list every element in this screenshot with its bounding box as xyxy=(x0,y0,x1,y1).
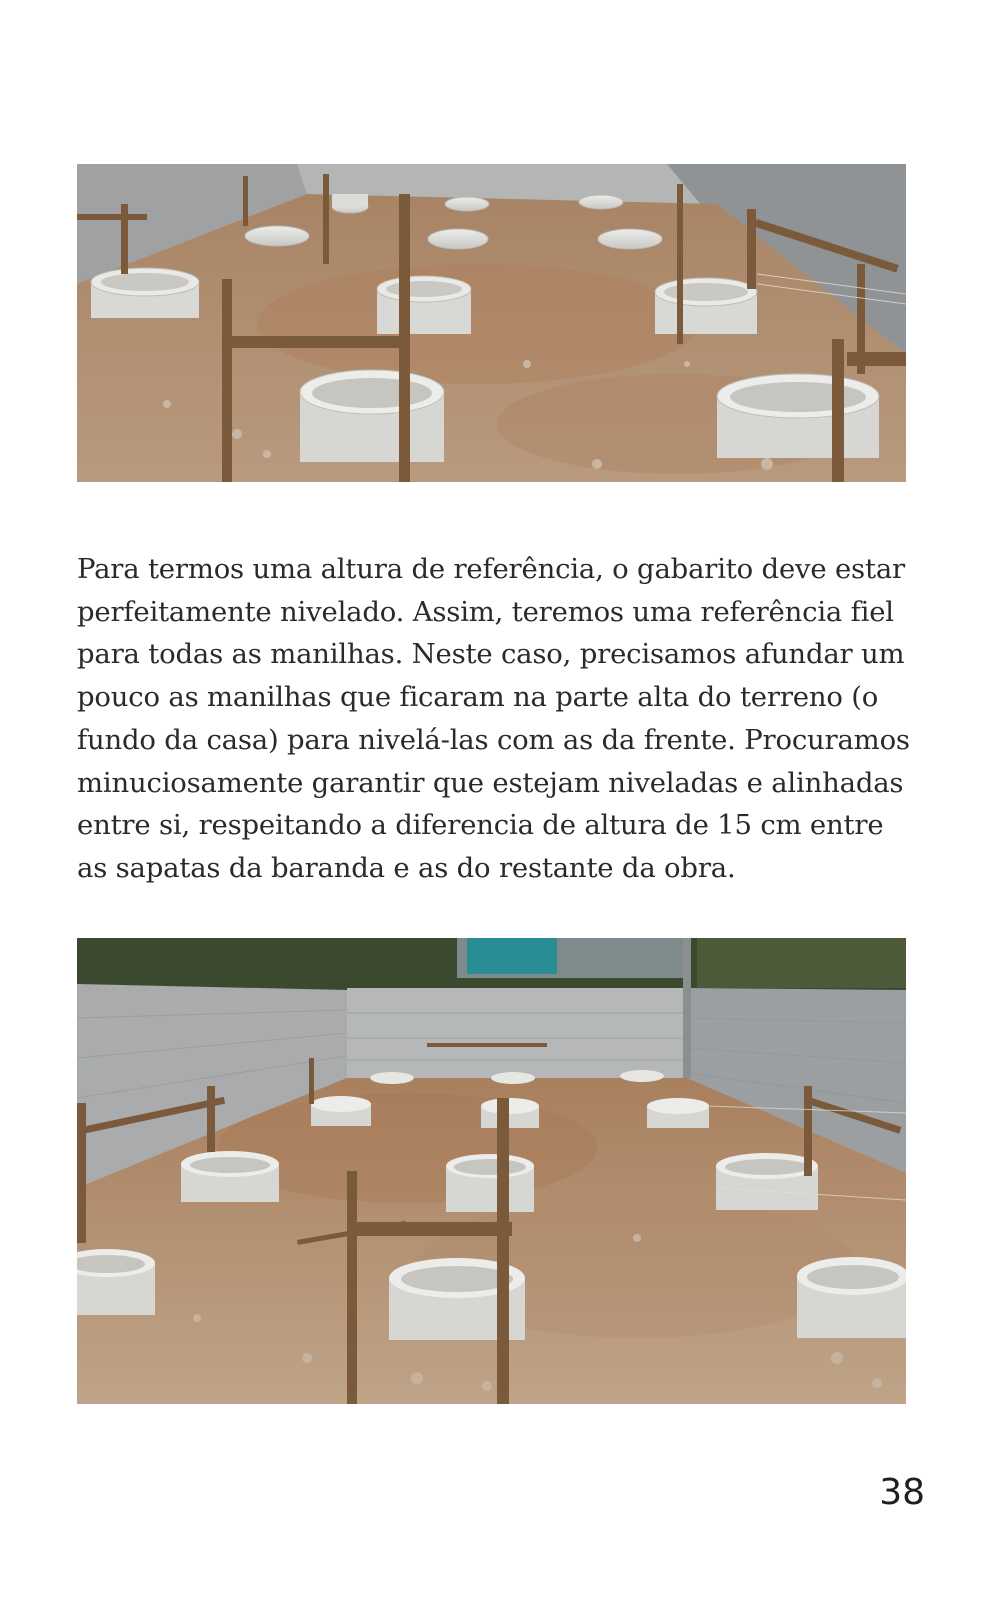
construction-photo-bottom xyxy=(77,938,906,1404)
paragraph-line: perfeitamente nivelado. Assim, teremos uma referência fiel xyxy=(77,595,894,628)
body-paragraph xyxy=(77,548,917,890)
paragraph-line: entre si, respeitando a diferencia de altura de 15 cm entre xyxy=(77,809,884,842)
paragraph-line: pouco as manilhas que ficaram na parte alta do terreno (o xyxy=(77,681,879,714)
paragraph-line: Para termos uma altura de referência, o gabarito deve estar xyxy=(77,553,905,585)
construction-photo-top xyxy=(77,164,906,482)
paragraph-line: fundo da casa) para nivelá-las com as da frente. Procuramos xyxy=(77,723,910,756)
page-number: 38 xyxy=(879,1472,925,1513)
paragraph-line: minuciosamente garantir que estejam niveladas e alinhadas xyxy=(77,766,904,799)
paragraph-line: para todas as manilhas. Neste caso, precisamos afundar um xyxy=(77,638,905,671)
paragraph-line: as sapatas da baranda e as do restante da obra. xyxy=(77,851,736,884)
construction-photo-top-illustration xyxy=(77,164,906,482)
construction-photo-bottom-illustration xyxy=(77,938,906,1404)
